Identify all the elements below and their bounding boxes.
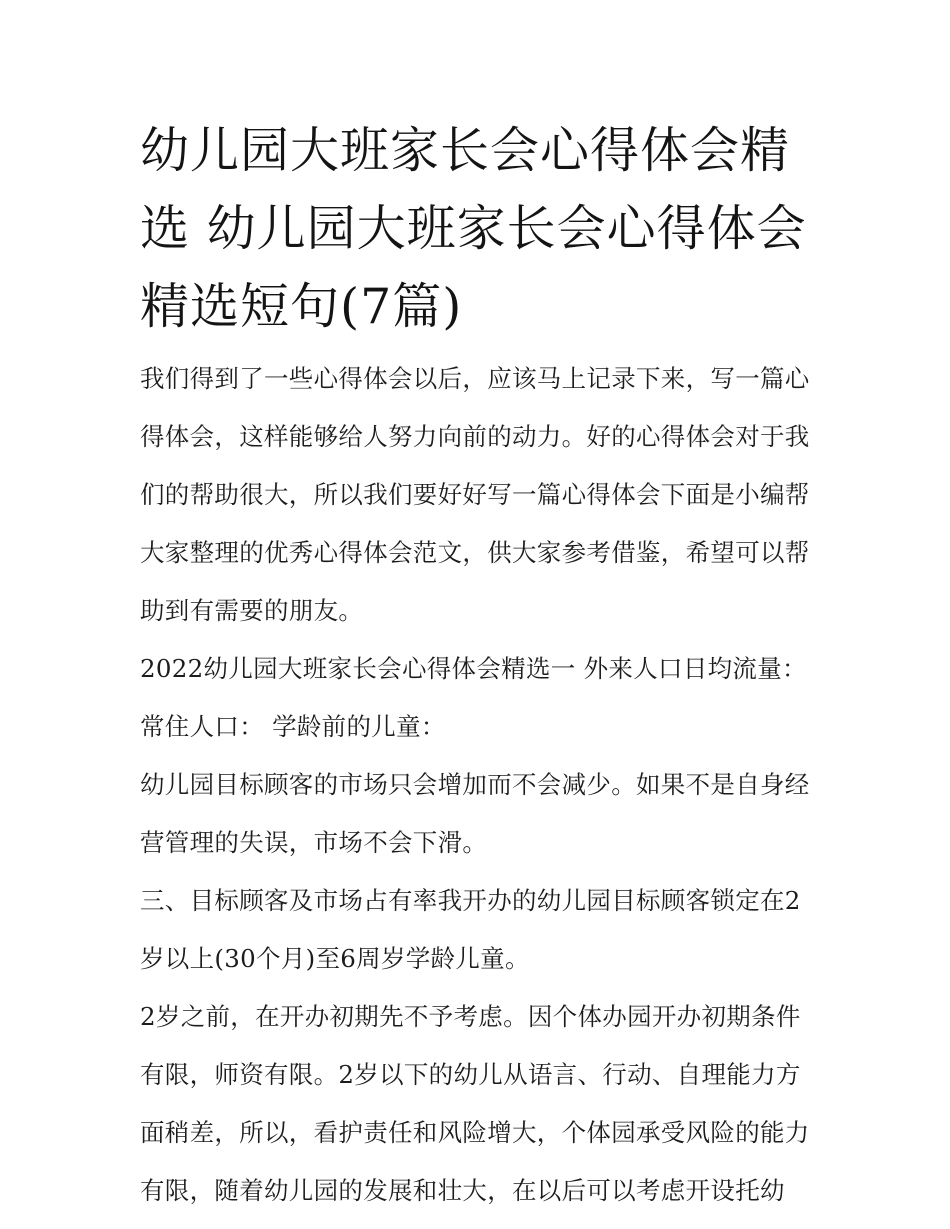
paragraph-under-two: 2岁之前，在开办初期先不予考虑。因个体办园开办初期条件有限，师资有限。2岁以下的幼儿从语言、行动、自理能力方面稍差，所以，看护责任和风险增大，个体园承受风险的能力有限，随着幼儿园的发展和壮大，在以后可以考虑开设托幼 [140,1002,810,1205]
document-title: 幼儿园大班家长会心得体会精选 幼儿园大班家长会心得体会精选短句(7篇) [140,122,807,335]
paragraph-section-heading: 2022幼儿园大班家长会心得体会精选一 外来人口日均流量： [140,654,807,683]
paragraph-market: 幼儿园目标顾客的市场只会增加而不会减少。如果不是自身经营管理的失误，市场不会下滑。 [140,770,810,857]
paragraph-target-customers: 三、目标顾客及市场占有率我开办的幼儿园目标顾客锁定在2岁以上(30个月)至6周岁学龄儿童。 [140,886,801,973]
paragraph-population: 常住人口： 学龄前的儿童： [140,712,446,741]
document-body [140,350,820,1220]
paragraph-intro: 我们得到了一些心得体会以后，应该马上记录下来，写一篇心得体会，这样能够给人努力向前的动力。好的心得体会对于我们的帮助很大，所以我们要好好写一篇心得体会下面是小编帮大家整理的优秀心得体会范文，供大家参考借鉴，希望可以帮助到有需要的朋友。 [140,364,810,625]
